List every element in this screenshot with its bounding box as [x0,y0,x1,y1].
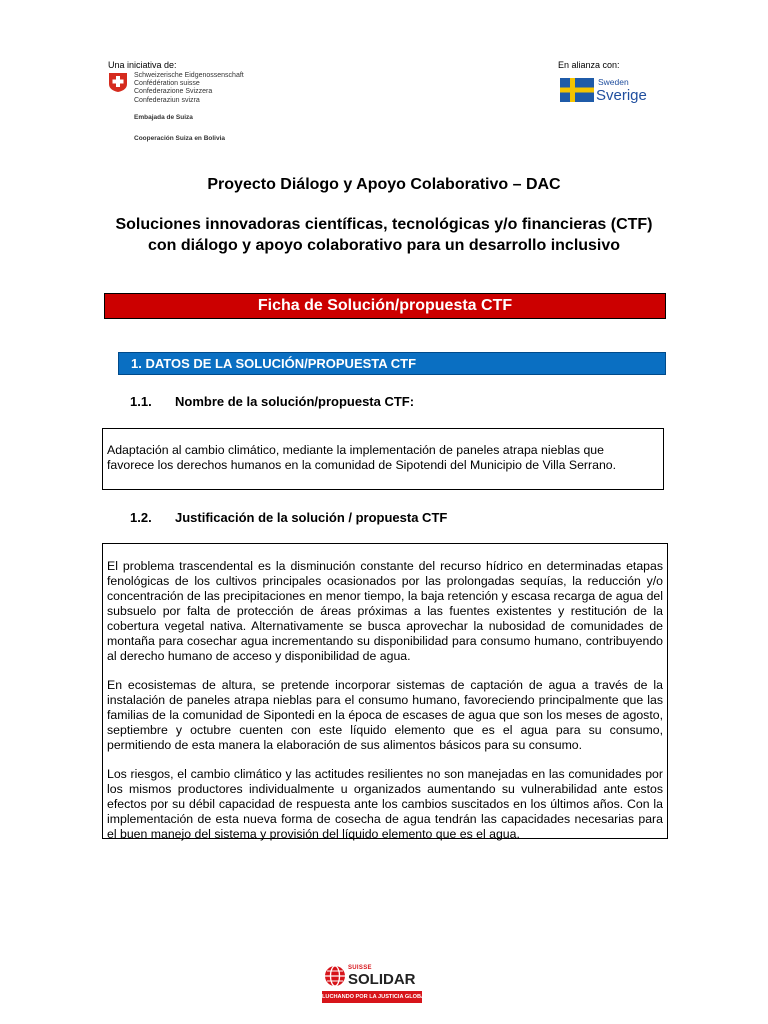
alliance-label: En alianza con: [558,60,620,70]
sweden-flag-icon [560,78,594,102]
section-heading: 1. DATOS DE LA SOLUCIÓN/PROPUESTA CTF [118,352,666,375]
project-subtitle: Soluciones innovadoras científicas, tecnológicas y/o financieras (CTF) con diálogo y apoyo colaborativo para un desarrollo inclusivo [115,216,653,254]
justification-paragraph: El problema trascendental es la disminución constante del recurso hídrico en determinadas etapas fenológicas de los cultivos principales ocasionados por las prolongadas sequías, la reducción y/o concentración de las precipitaciones en menor tiempo, la baja retención y escasa recarga de agua del subsuelo por falta de protección de áreas próximas a las fuentes existentes y restitución de la cobertura vegetal nativa. Alternativamente se busca aprovechar la nubosidad de comunidades de montaña para cosechar agua incrementando su disponibilidad para consumo humano, contribuyendo al derecho humano de acceso y disponibilidad de agua. [107,559,663,663]
solidar-logo [322,963,429,1005]
q2-number: 1.2. [130,510,152,525]
q1-answer-line: Adaptación al cambio climático, mediante la implementación de paneles atrapa nieblas que [107,443,604,457]
globe-icon [324,965,346,987]
sweden-small-text: Sweden [598,77,629,87]
initiative-label: Una iniciativa de: [108,60,177,70]
swiss-flag-icon [108,72,128,93]
swiss-embassy: Embajada de Suiza [134,114,193,121]
sweden-large-text: Sverige [596,87,647,104]
swiss-federation-names: Schweizerische Eidgenossenschaft Confédération suisse Confederazione Svizzera Confederaziun svizra [134,72,244,104]
justification-paragraph: Los riesgos, el cambio climático y las actitudes resilientes no son manejadas en las comunidades por los mismos productores individualmente u organizados aumentando su vulnerabilidad ante estos efectos por su débil capacidad de respuesta ante los cambios suscitados en los últimos años. Con la implementación de esta nueva forma de cosecha de agua tendrán las capacidades necesarias para el buen manejo del sistema y provisión del líquido elemento que es el agua. [107,767,663,841]
solidar-suisse: SUISSE [348,965,372,971]
q1-label: Nombre de la solución/propuesta CTF: [175,394,415,409]
ficha-banner: Ficha de Solución/propuesta CTF [104,293,666,319]
q1-answer-line: favorece los derechos humanos en la comunidad de Sipotendi del Municipio de Villa Serrano. [107,458,617,472]
q2-label: Justificación de la solución / propuesta CTF [175,510,448,525]
q1-answer-box [102,428,664,490]
q1-number: 1.1. [130,394,152,409]
solidar-slogan: LUCHANDO POR LA JUSTICIA GLOBAL [322,991,422,1003]
solidar-name: SOLIDAR [348,971,416,988]
project-title: Proyecto Diálogo y Apoyo Colaborativo – DAC [207,176,561,193]
swiss-cooperation: Cooperación Suiza en Bolivia [134,135,226,142]
justification-paragraph: En ecosistemas de altura, se pretende incorporar sistemas de captación de agua a través de la instalación de paneles atrapa nieblas para el consumo humano, favoreciendo principalmente que las familias de la comunidad de Sipontedi en la época de escases de agua que son los meses de agosto, septiembre y octubre cuenten con este líquido elemento que es el agua para su consumo, permitiendo de esta manera la elaboración de sus alimentos básicos para su consumo. [107,678,663,752]
q2-answer-box [102,543,668,839]
